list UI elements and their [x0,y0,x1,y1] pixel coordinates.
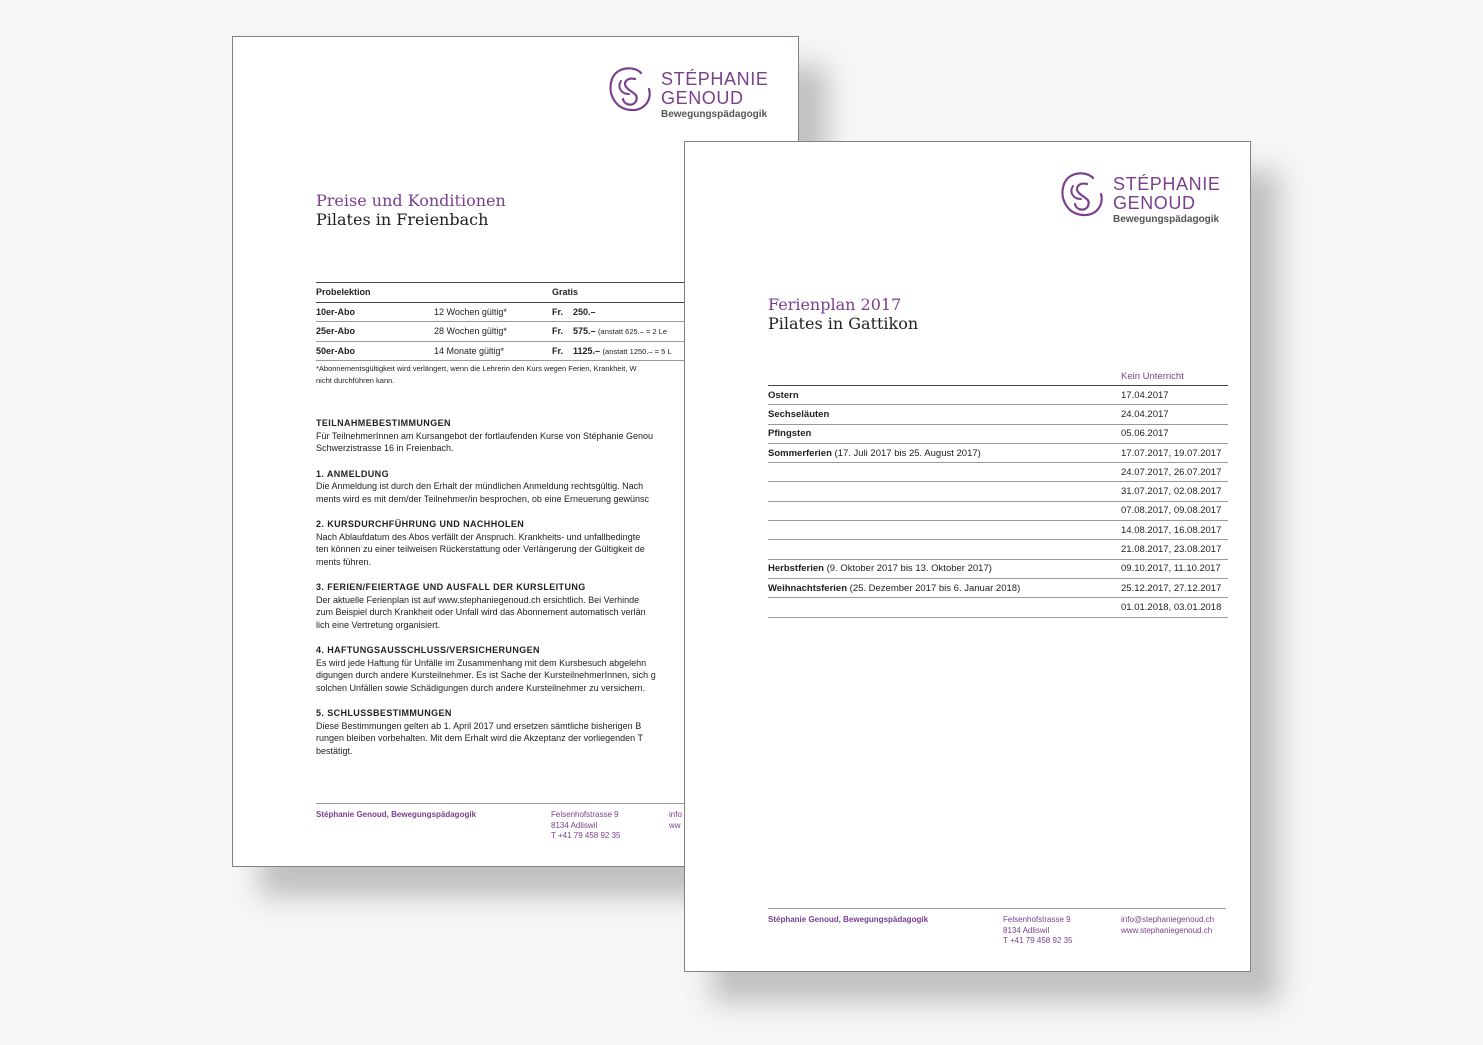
title-line: Ferienplan 2017 [768,295,902,314]
price-row-cell [316,302,552,322]
section-heading: 2. KURSDURCHFÜHRUNG UND NACHHOLEN [316,519,525,529]
sg-logo-icon [1057,168,1107,220]
brand-logo [605,63,775,123]
footer-name: Stéphanie Genoud, Bewegungspädagogik [768,915,929,924]
table-row [768,521,1228,540]
footer-address: Felsenhofstrasse 9 8134 Adliswil T +41 79 458 92 35 [551,810,621,840]
brand-name-line2: GENOUD [1113,193,1196,213]
holiday-dates: 17.07.2017, 19.07.2017 [1121,443,1228,462]
holiday-dates: 17.04.2017 [1121,386,1228,405]
holiday-range: (17. Juli 2017 bis 25. August 2017) [831,447,981,459]
footnote [316,363,716,387]
footer-name: Stéphanie Genoud, Bewegungspädagogik [316,810,477,819]
brand-subtitle: Bewegungspädagogik [661,109,768,120]
price-name: 25er-Abo [316,326,356,337]
table-row [768,424,1228,443]
holiday-dates: 01.01.2018, 03.01.2018 [1121,598,1228,617]
price-validity: 12 Wochen gültig* [434,306,507,317]
footnote-line: *Abonnementsgültigkeit wird verlängert, wenn die Lehrerin den Kurs wegen Ferien, Krankheit, W [316,364,637,373]
holiday-name: Weihnachtsferien [768,582,848,594]
table-row [768,501,1228,520]
holiday-range: (9. Oktober 2017 bis 13. Oktober 2017) [823,563,992,575]
holiday-name: Herbstferien [768,563,824,575]
section-heading: TEILNAHMEBESTIMMUNGEN [316,418,451,428]
holiday-dates: 24.07.2017, 26.07.2017 [1121,463,1228,482]
section-body: Der aktuelle Ferienplan ist auf www.stephaniegenoud.ch ersichtlich. Bei Verhinde zum Beispiel durch Krankheit oder Unfall wird das Abonnement automatisch verlän lich eine Vertretung organisiert. [316,594,646,630]
subtitle-line: Pilates in Freienbach [316,210,489,229]
table-row [768,598,1228,617]
holiday-dates: 31.07.2017, 02.08.2017 [1121,482,1228,501]
footnote-line: nicht durchführen kann. [316,376,395,385]
section-body: Diese Bestimmungen gelten ab 1. April 2017 und ersetzen sämtliche bisherigen B rungen bleiben vorbehalten. Mit dem Erhalt wird die Akzeptanz der vorliegenden T bestätigt. [316,720,644,756]
price-row-cell [316,341,552,361]
price-currency: Fr. [552,306,564,317]
price-name: 10er-Abo [316,306,356,317]
subtitle-line: Pilates in Gattikon [768,314,919,333]
holiday-name: Ostern [768,389,799,401]
section-heading: 3. FERIEN/FEIERTAGE UND AUSFALL DER KURSLEITUNG [316,582,586,592]
price-amount: 575.– [573,326,596,337]
brand-logo [1057,168,1227,228]
page-title [768,295,918,333]
table-row [768,578,1228,597]
sg-logo-icon [605,63,655,115]
price-amount: 250.– [573,306,596,317]
brand-subtitle: Bewegungspädagogik [1113,214,1220,225]
holiday-table [768,385,1228,618]
price-name: 50er-Abo [316,345,356,356]
price-header-value: Gratis [552,283,799,303]
title-line: Preise und Konditionen [316,191,506,210]
price-note: (anstatt 1250.– = 5 L [602,346,672,356]
price-note: (anstatt 625.– = 2 Le [598,327,668,337]
table-row [768,386,1228,405]
holiday-dates: 14.08.2017, 16.08.2017 [1121,521,1228,540]
section-heading: 1. ANMELDUNG [316,468,389,479]
section-heading: 5. SCHLUSSBESTIMMUNGEN [316,708,452,718]
price-currency: Fr. [552,326,564,337]
section-body: Die Anmeldung ist durch den Erhalt der mündlichen Anmeldung rechtsgültig. Nach ments wird es mit dem/der Teilnehmer/in besprochen, ob eine Erneuerung gewünsc [316,481,650,504]
price-validity: 14 Monate gültig* [434,345,505,356]
page-footer [768,908,1226,945]
holiday-name: Pfingsten [768,428,812,440]
holiday-dates: 09.10.2017, 11.10.2017 [1121,559,1228,578]
section-body: Nach Ablaufdatum des Abos verfällt der Anspruch. Krankheits- und unfallbedingte ten können zu einer teilweisen Rückerstattung oder Verlängerung der Gültigkeit de ments führen. [316,531,645,567]
price-amount: 1125.– [573,345,601,356]
holiday-dates: 25.12.2017, 27.12.2017 [1121,578,1228,597]
table-row [768,559,1228,578]
table-row [768,482,1228,501]
price-row-cell [316,322,552,342]
holiday-name: Sechseläuten [768,408,830,420]
price-header-label: Probelektion [316,283,552,303]
column-header: Kein Unterricht [1121,371,1184,382]
price-currency: Fr. [552,345,564,356]
table-row [768,405,1228,424]
terms-section [316,417,706,770]
holiday-dates: 07.08.2017, 09.08.2017 [1121,501,1228,520]
holiday-dates: 21.08.2017, 23.08.2017 [1121,540,1228,559]
footer-address: Felsenhofstrasse 9 8134 Adliswil T +41 79 458 92 35 [1003,915,1073,945]
section-heading: 4. HAFTUNGSAUSSCHLUSS/VERSICHERUNGEN [316,645,540,655]
brand-name-line1: STÉPHANIE [661,69,769,89]
section-body: Für TeilnehmerInnen am Kursangebot der fortlaufenden Kurse von Stéphanie Genou Schwerzistrasse 16 in Freienbach. [316,430,654,453]
table-row [768,540,1228,559]
table-row [768,443,1228,462]
holiday-dates: 05.06.2017 [1121,424,1228,443]
brand-name-line2: GENOUD [661,88,744,108]
price-validity: 28 Wochen gültig* [434,326,507,337]
footer-web: info ww [669,810,682,830]
document-page-holidays [684,141,1251,972]
holiday-range: (25. Dezember 2017 bis 6. Januar 2018) [847,582,1021,594]
holiday-name: Sommerferien [768,447,832,459]
section-body: Es wird jede Haftung für Unfälle im Zusammenhang mit dem Kursbesuch abgelehn digungen durch andere Kursteilnehmer. Es ist Sache der KursteilnehmerInnen, sich g solchen Unfällen sowie Schädigungen durch andere Kursteilnehmer zu versichern. [316,657,656,693]
page-title [316,191,506,229]
holiday-dates: 24.04.2017 [1121,405,1228,424]
table-row [768,463,1228,482]
footer-web: info@stephaniegenoud.ch www.stephaniegenoud.ch [1121,915,1215,935]
brand-name-line1: STÉPHANIE [1113,174,1221,194]
